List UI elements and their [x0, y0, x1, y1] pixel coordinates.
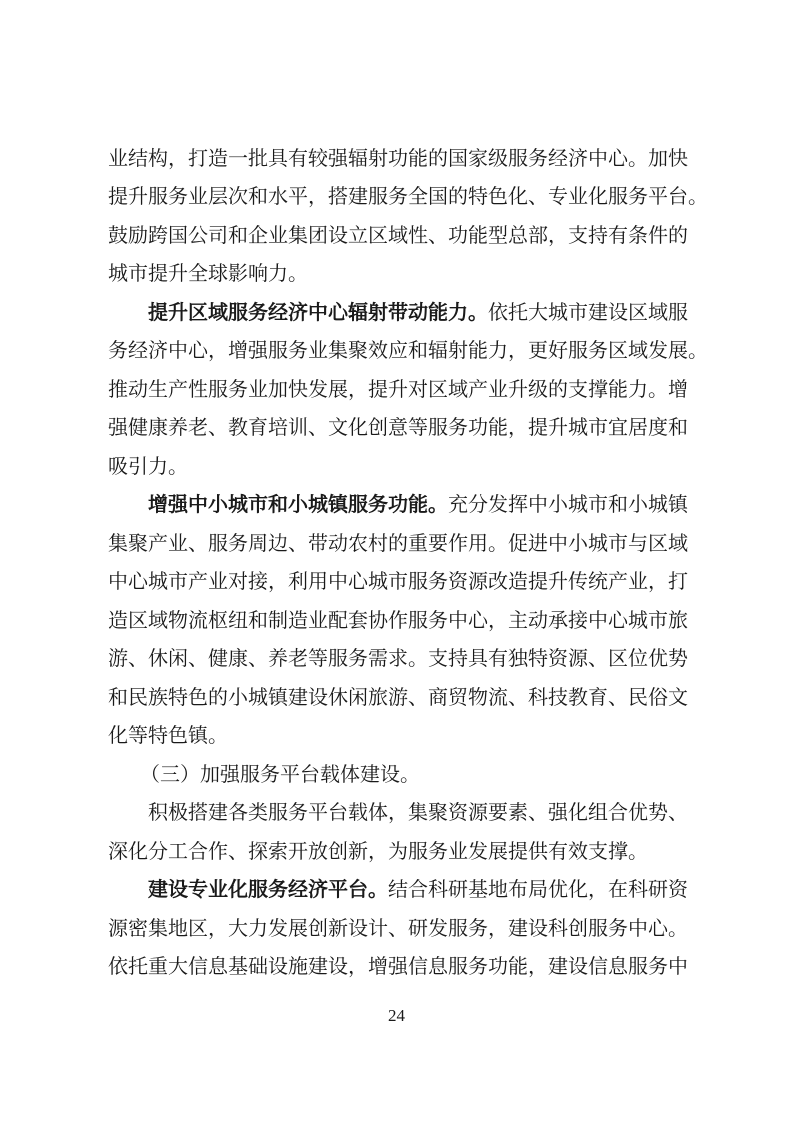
paragraph-line: 吸引力。 [108, 454, 188, 478]
paragraph-first-line: 积极搭建各类服务平台载体，集聚资源要素、强化组合优势、 [148, 800, 688, 824]
paragraph-line: 城市提升全球影响力。 [108, 261, 308, 285]
section-heading: （三）加强服务平台载体建设。 [140, 762, 420, 786]
paragraph-line: 推动生产性服务业加快发展，提升对区域产业升级的支撑能力。增 [108, 377, 688, 401]
paragraph-line: 强健康养老、教育培训、文化创意等服务功能，提升城市宜居度和 [108, 415, 688, 439]
paragraph-line: 中心城市产业对接，利用中心城市服务资源改造提升传统产业，打 [108, 569, 688, 593]
bold-lead-heading: 建设专业化服务经济平台。 [148, 877, 388, 901]
paragraph-text: 充分发挥中小城市和小城镇 [448, 492, 688, 516]
paragraph-first-line [148, 874, 688, 904]
paragraph-first-line [148, 489, 688, 519]
paragraph-line: 深化分工合作、探索开放创新，为服务业发展提供有效支撑。 [108, 839, 648, 863]
paragraph-first-line [148, 297, 688, 327]
paragraph-line: 提升服务业层次和水平，搭建服务全国的特色化、专业化服务平台。 [108, 184, 708, 208]
paragraph-line: 和民族特色的小城镇建设休闲旅游、商贸物流、科技教育、民俗文 [108, 685, 688, 709]
paragraph-line: 务经济中心，增强服务业集聚效应和辐射能力，更好服务区域发展。 [108, 338, 708, 362]
paragraph-line: 业结构，打造一批具有较强辐射功能的国家级服务经济中心。加快 [108, 146, 688, 170]
bold-lead-heading: 增强中小城市和小城镇服务功能。 [148, 492, 448, 516]
paragraph-line: 造区域物流枢纽和制造业配套协作服务中心，主动承接中心城市旅 [108, 608, 688, 632]
bold-lead-heading: 提升区域服务经济中心辐射带动能力。 [148, 300, 488, 324]
paragraph-text: 结合科研基地布局优化，在科研资 [388, 877, 688, 901]
paragraph-text: 依托大城市建设区域服 [488, 300, 688, 324]
paragraph-line: 鼓励跨国公司和企业集团设立区域性、功能型总部，支持有条件的 [108, 223, 688, 247]
page-number: 24 [388, 1006, 405, 1025]
paragraph-line: 依托重大信息基础设施建设，增强信息服务功能，建设信息服务中 [108, 954, 688, 978]
paragraph-line: 集聚产业、服务周边、带动农村的重要作用。促进中小城市与区域 [108, 531, 688, 555]
paragraph-line: 源密集地区，大力发展创新设计、研发服务，建设科创服务中心。 [108, 916, 688, 940]
paragraph-line: 游、休闲、健康、养老等服务需求。支持具有独特资源、区位优势 [108, 646, 688, 670]
paragraph-line: 化等特色镇。 [108, 723, 228, 747]
